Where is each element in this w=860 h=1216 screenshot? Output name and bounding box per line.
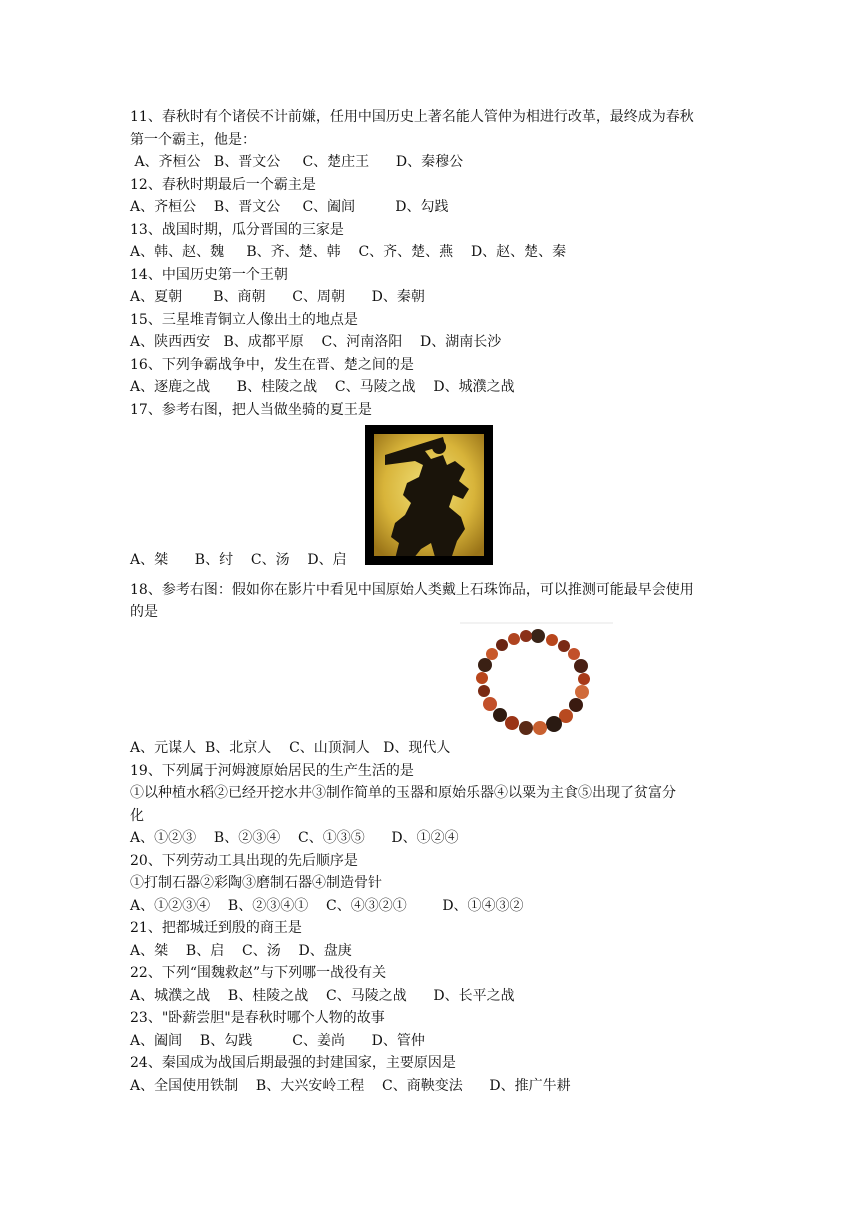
q11-options: A、齐桓公 B、晋文公 C、楚庄王 D、秦穆公 [130, 154, 464, 170]
q24-stem: 24、秦国成为战国后期最强的封建国家，主要原因是 [130, 1055, 456, 1071]
q19-stem: 19、下列属于河姆渡原始居民的生产生活的是 [130, 763, 414, 779]
q15-options: A、陕西西安 B、成都平原 C、河南洛阳 D、湖南长沙 [130, 334, 502, 350]
q17-stem: 17、参考右图，把人当做坐骑的夏王是 [130, 402, 372, 418]
stone-bead-necklace-image [460, 622, 613, 750]
q16-options: A、逐鹿之战 B、桂陵之战 C、马陵之战 D、城濮之战 [130, 379, 515, 395]
q24-options: A、全国使用铁制 B、大兴安岭工程 C、商鞅变法 D、推广牛耕 [130, 1078, 571, 1094]
q17-options: A、桀 B、纣 C、汤 D、启 [130, 552, 347, 568]
q20-items: ①打制石器②彩陶③磨制石器④制造骨针 [130, 875, 382, 891]
q19-items-line1: ①以种植水稻②已经开挖水井③制作简单的玉器和原始乐器④以粟为主食⑤出现了贫富分 [130, 785, 676, 801]
q13-stem: 13、战国时期，瓜分晋国的三家是 [130, 222, 344, 238]
xia-king-riding-person-image [365, 425, 493, 565]
q19-options: A、①②③ B、②③④ C、①③⑤ D、①②④ [130, 830, 459, 846]
q23-stem: 23、"卧薪尝胆"是春秋时哪个人物的故事 [130, 1010, 385, 1026]
q19-items-line2: 化 [130, 808, 144, 824]
q18-stem-line2: 的是 [130, 604, 158, 620]
q22-options: A、城濮之战 B、桂陵之战 C、马陵之战 D、长平之战 [130, 988, 515, 1004]
q21-options: A、桀 B、启 C、汤 D、盘庚 [130, 943, 352, 959]
q14-options: A、夏朝 B、商朝 C、周朝 D、秦朝 [130, 289, 425, 305]
q15-stem: 15、三星堆青铜立人像出土的地点是 [130, 312, 358, 328]
q12-options: A、齐桓公 B、晋文公 C、阖闾 D、勾践 [130, 199, 449, 215]
q11-stem-line2: 第一个霸主，他是： [130, 132, 256, 148]
q21-stem: 21、把都城迁到殷的商王是 [130, 920, 302, 936]
q20-options: A、①②③④ B、②③④① C、④③②① D、①④③② [130, 898, 524, 914]
q13-options: A、韩、赵、魏 B、齐、楚、韩 C、齐、楚、燕 D、赵、楚、秦 [130, 244, 567, 260]
q12-stem: 12、春秋时期最后一个霸主是 [130, 177, 316, 193]
q23-options: A、阖闾 B、勾践 C、姜尚 D、管仲 [130, 1033, 425, 1049]
q14-stem: 14、中国历史第一个王朝 [130, 267, 288, 283]
q20-stem: 20、下列劳动工具出现的先后顺序是 [130, 853, 358, 869]
q18-options: A、元谋人 B、北京人 C、山顶洞人 D、现代人 [130, 740, 451, 756]
q16-stem: 16、下列争霸战争中，发生在晋、楚之间的是 [130, 357, 414, 373]
q11-stem-line1: 11、春秋时有个诸侯不计前嫌，任用中国历史上著名能人管仲为相进行改革，最终成为春秋 [130, 109, 694, 125]
q22-stem: 22、下列“围魏救赵”与下列哪一战役有关 [130, 965, 387, 981]
q18-stem-line1: 18、参考右图：假如你在影片中看见中国原始人类戴上石珠饰品，可以推测可能最早会使用 [130, 582, 694, 598]
